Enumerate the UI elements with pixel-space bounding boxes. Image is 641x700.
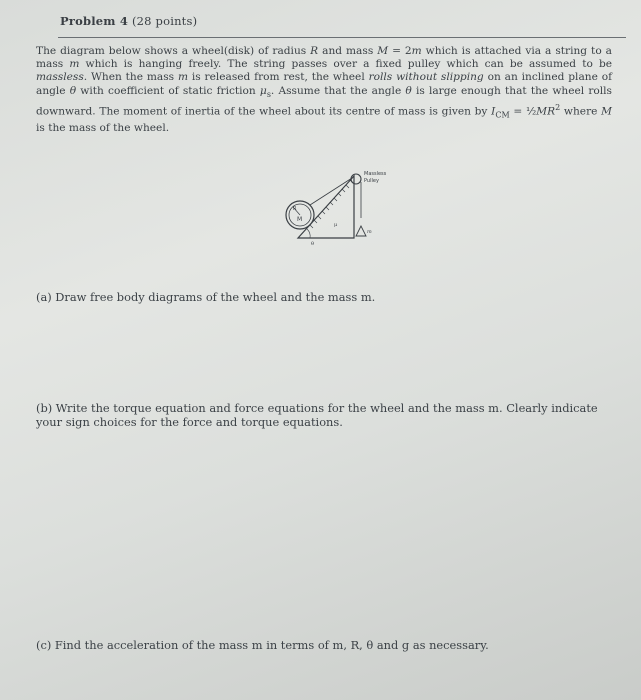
header-divider	[58, 37, 626, 38]
angle-arc	[307, 229, 310, 238]
incline-diagram	[280, 168, 410, 258]
question-part-a: (a) Draw free body diagrams of the wheel and the mass m.	[36, 290, 376, 304]
problem-header	[60, 14, 197, 28]
angle-label: θ	[311, 241, 315, 247]
problem-points: (28 points)	[131, 14, 198, 28]
wheel-mass-label: M	[297, 216, 303, 223]
pulley-label-line1: Massless	[364, 171, 387, 177]
problem-statement: The diagram below shows a wheel(disk) of radius R and mass M = 2m which is attached via a string to a mass m which is hanging freely. The string passes over a fixed pulley which can be assumed to be massless. When the mass m is released from rest, the wheel rolls without slipping on an inclined plane of angle θ with coefficient of static friction $\mu_s$. Assume that the angle θ is large enough that the wheel rolls downward. The moment of inertia of the wheel about its centre of mass is given by $I_{CM}$ = $\frac{1}{2}MR^2$ where M is the mass of the wheel.	[36, 45, 613, 134]
friction-label: μ	[334, 222, 338, 228]
radius-label: R	[293, 206, 297, 212]
question-part-b: (b) Write the torque equation and force equations for the wheel and the mass m. Clearly indicate your sign choices for the force and torque equations.	[36, 401, 598, 429]
hanging-mass	[356, 226, 366, 236]
incline-hatching	[310, 180, 353, 228]
incline-diagram-svg	[280, 168, 410, 258]
problem-number: Problem 4	[60, 14, 129, 28]
question-part-c: (c) Find the acceleration of the mass m in terms of m, R, θ and g as necessary.	[36, 638, 489, 652]
pulley	[351, 174, 361, 184]
pulley-label-line2: Pulley	[364, 178, 379, 184]
hanging-mass-label: m	[367, 229, 372, 235]
